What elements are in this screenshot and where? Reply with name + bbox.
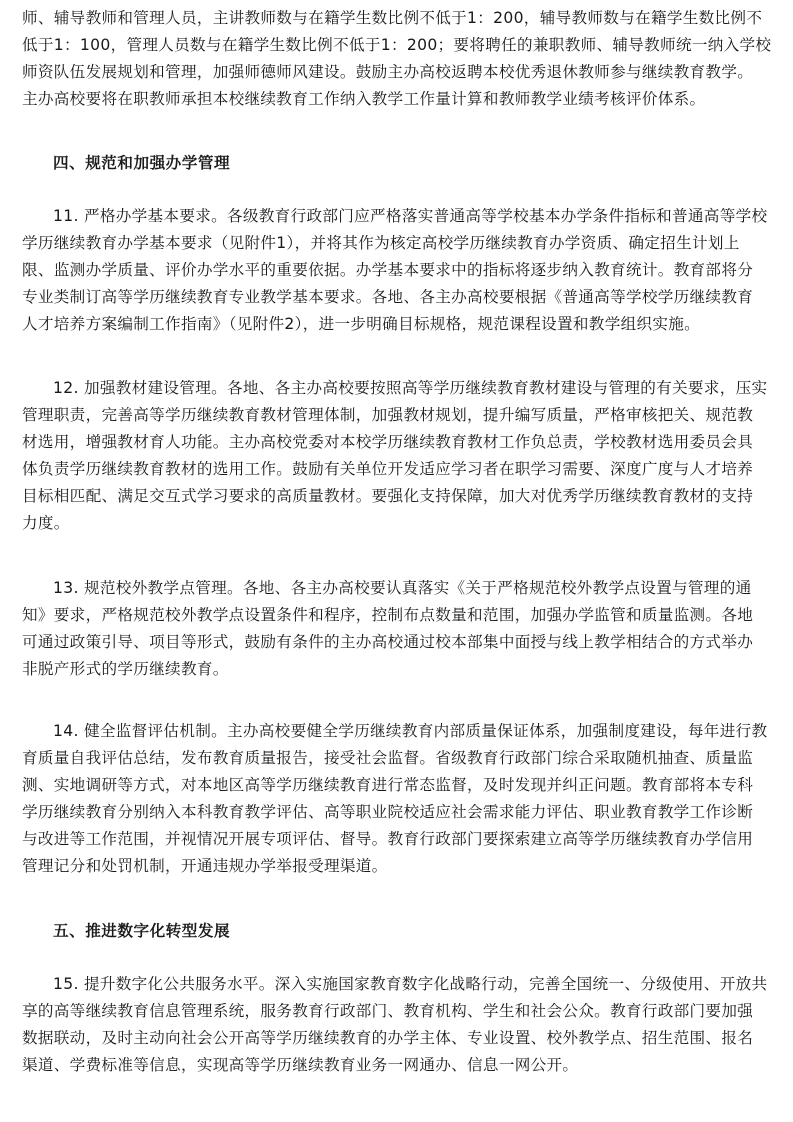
paragraph-item-15 bbox=[22, 971, 767, 1079]
paragraph-item-12 bbox=[22, 375, 767, 537]
text-line: 测、实地调研等方式，对本地区高等学历继续教育进行常态监督，及时发现并纠正问题。教育部将本专科 bbox=[22, 776, 754, 794]
paragraph-item-13 bbox=[22, 575, 753, 683]
section-heading-4: 四、规范和加强办学管理 bbox=[53, 154, 231, 172]
text-line: 数据联动，及时主动向社会公开高等学历继续教育的办学主体、专业设置、校外教学点、招生范围、报名 bbox=[22, 1029, 754, 1047]
text-line: 14. 健全监督评估机制。主办高校要健全学历继续教育内部质量保证体系，加强制度建设，每年进行教 bbox=[53, 722, 768, 740]
text-line: 体负责学历继续教育教材的选用工作。鼓励有关单位开发适应学习者在职学习需要、深度广度与人才培养 bbox=[22, 460, 754, 478]
text-line: 主办高校要将在职教师承担本校继续教育工作纳入教学工作量计算和教师教学业绩考核评价体系。 bbox=[22, 90, 706, 108]
text-line: 限、监测办学质量、评价办学水平的重要依据。办学基本要求中的指标将逐步纳入教育统计。教育部将分 bbox=[22, 261, 754, 279]
text-line: 低于1：100，管理人员数与在籍学生数比例不低于1：200；要将聘任的兼职教师、辅导教师统一纳入学校 bbox=[22, 36, 772, 54]
section-heading-5: 五、推进数字化转型发展 bbox=[53, 922, 231, 940]
text-line: 11. 严格办学基本要求。各级教育行政部门应严格落实普通高等学校基本办学条件指标和普通高等学校 bbox=[53, 207, 768, 225]
text-line: 享的高等继续教育信息管理系统，服务教育行政部门、教育机构、学生和社会公众。教育行政部门要加强 bbox=[22, 1002, 754, 1020]
text-line: 人才培养方案编制工作指南》（见附件2），进一步明确目标规格，规范课程设置和教学组织实施。 bbox=[22, 315, 701, 333]
text-line: 管理职责，完善高等学历继续教育教材管理体制，加强教材规划，提升编写质量，严格审核把关、规范教 bbox=[22, 406, 754, 424]
text-line: 与改进等工作范围，并视情况开展专项评估、督导。教育行政部门要探索建立高等学历继续教育办学信用 bbox=[22, 830, 754, 848]
text-line: 15. 提升数字化公共服务水平。深入实施国家教育数字化战略行动，完善全国统一、分级使用、开放共 bbox=[53, 975, 768, 993]
text-line: 管理记分和处罚机制，开通违规办学举报受理渠道。 bbox=[22, 857, 388, 875]
text-line: 力度。 bbox=[22, 514, 70, 532]
text-line: 师资队伍发展规划和管理，加强师德师风建设。鼓励主办高校返聘本校优秀退休教师参与继续教育教学。 bbox=[22, 63, 754, 81]
text-line: 师、辅导教师和管理人员，主讲教师数与在籍学生数比例不低于1：200，辅导教师数与在籍学生数比例不 bbox=[22, 9, 763, 27]
text-line: 材选用，增强教材育人功能。主办高校党委对本校学历继续教育教材工作负总责，学校教材选用委员会具 bbox=[22, 433, 754, 451]
text-line: 非脱产形式的学历继续教育。 bbox=[22, 660, 229, 678]
paragraph-item-14 bbox=[22, 718, 767, 880]
text-line: 学历继续教育分别纳入本科教育教学评估、高等职业院校适应社会需求能力评估、职业教育教学工作诊断 bbox=[22, 803, 754, 821]
text-line: 育质量自我评估总结，发布教育质量报告，接受社会监督。省级教育行政部门综合采取随机抽查、质量监 bbox=[22, 749, 754, 767]
text-line: 专业类制订高等学历继续教育专业教学基本要求。各地、各主办高校要根据《普通高等学校学历继续教育 bbox=[22, 288, 754, 306]
text-line: 可通过政策引导、项目等形式，鼓励有条件的主办高校通过校本部集中面授与线上教学相结合的方式举办 bbox=[22, 633, 754, 651]
text-line: 渠道、学费标准等信息，实现高等学历继续教育业务一网通办、信息一网公开。 bbox=[22, 1056, 579, 1074]
text-line: 13. 规范校外教学点管理。各地、各主办高校要认真落实《关于严格规范校外教学点设置与管理的通 bbox=[53, 579, 752, 597]
text-line: 目标相匹配、满足交互式学习要求的高质量教材。要强化支持保障，加大对优秀学历继续教育教材的支持 bbox=[22, 487, 754, 505]
text-line: 知》要求，严格规范校外教学点设置条件和程序，控制布点数量和范围，加强办学监管和质量监测。各地 bbox=[22, 606, 754, 624]
paragraph-continuation bbox=[22, 5, 771, 113]
paragraph-item-11 bbox=[22, 203, 767, 338]
text-line: 学历继续教育办学基本要求（见附件1），并将其作为核定高校学历继续教育办学资质、确定招生计划上 bbox=[22, 234, 740, 252]
text-line: 12. 加强教材建设管理。各地、各主办高校要按照高等学历继续教育教材建设与管理的有关要求，压实 bbox=[53, 379, 768, 397]
